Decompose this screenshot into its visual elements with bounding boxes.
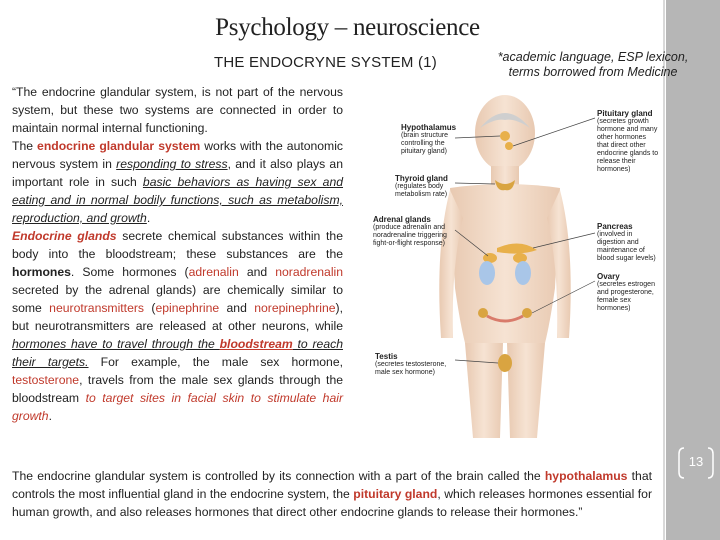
page-number-text: 13: [688, 454, 704, 469]
torso: [450, 184, 560, 343]
main-text: “The endocrine glandular system, is not part of the nervous system, but these two systems are connected in order to maintain normal internal functioning. The endocrine glandular system works with the autonomic nervous system in responding to stress, and it also plays an important role in such basic behaviors as having sex and eating and in normal bodily functions, such as metabolism, reproduction, and growth. Endocrine glands secrete chemical substances within the body into the bloodstream; these substances are the hormones. Some hormones (adrenalin and noradrenalin secreted by the adrenal glands) are chemically similar to some neurotransmitters (epinephrine and norepinephrine), but neurotransmitters are released at other neurons, while hormones have to travel through the bloodstream to reach their targets. For example, the male sex hormone, testosterone, travels from the male sex glands through the bloodstream to target sites in facial skin to stimulate hair growth.: [12, 85, 344, 423]
kidney-right: [515, 261, 531, 285]
left-leg: [465, 343, 503, 438]
pituitary-label: Pituitary gland (secretes growth hormone and many other hormones that direct other endocrine glands to release their hormones): [597, 109, 659, 173]
testis-label: Testis (secretes testosterone, male sex hormone): [375, 352, 447, 376]
thyroid-label: Thyroid gland (regulates body metabolism rate): [395, 174, 448, 198]
ovary-label: Ovary (secretes estrogen and progesterone, female sex hormones): [597, 272, 655, 312]
ovary-mark-left: [478, 308, 488, 318]
bottom-text: The endocrine glandular system is controlled by its connection with a part of the brain called the hypothalamus that controls the most influential gland in the endocrine system, the pituitary gland, which releases hormones essential for human growth, and also releases hormones that direct other endocrine glands to release their hormones.”: [12, 469, 653, 519]
right-leg: [507, 343, 545, 438]
ovary-mark-right: [522, 308, 532, 318]
page-number: [676, 446, 716, 480]
sidebar-divider: [663, 0, 665, 540]
adrenal-label: Adrenal glands (produce adrenalin and noradrenaline triggering fight-or-flight response): [373, 215, 447, 247]
pancreas-label: Pancreas (involved in digestion and maintenance of blood sugar levels): [597, 222, 656, 262]
slide-subtitle: THE ENDOCRYNE SYSTEM (1): [214, 54, 437, 71]
lexicon-note: *academic language, ESP lexicon, terms borrowed from Medicine: [497, 50, 689, 79]
kidney-left: [479, 261, 495, 285]
pituitary-mark: [505, 142, 513, 150]
testis-mark: [498, 354, 512, 372]
hypothalamus-mark: [500, 131, 510, 141]
slide-title: Psychology – neuroscience: [215, 14, 480, 41]
endocrine-diagram: [355, 88, 659, 438]
hypothalamus-label: Hypothalamus (brain structure controlling the pituitary gland): [401, 123, 457, 155]
